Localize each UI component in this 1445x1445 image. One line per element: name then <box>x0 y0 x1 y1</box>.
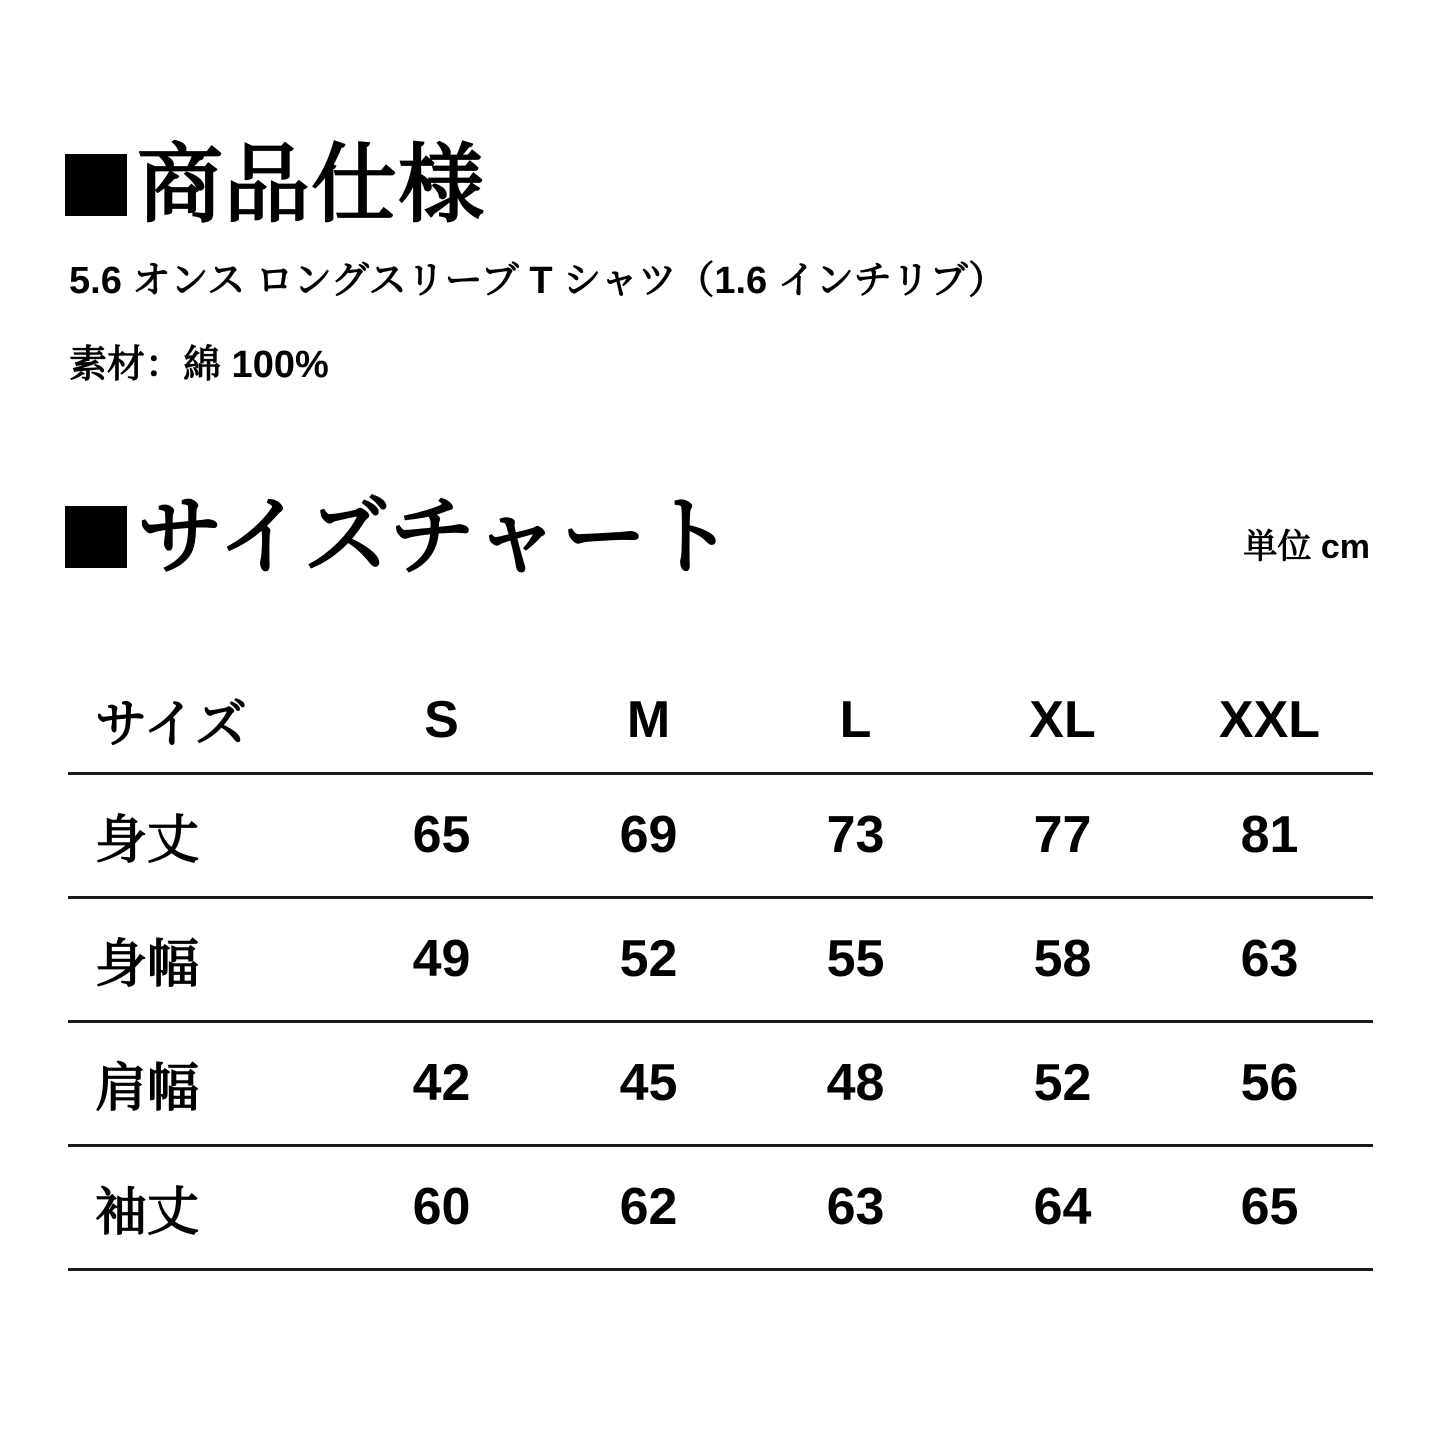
row-label: 身幅 <box>95 935 200 994</box>
value-cell: 73 <box>826 806 885 864</box>
value-cell: 52 <box>619 930 678 988</box>
header-cell-size: サイズ <box>95 696 247 755</box>
table-row-body-width <box>68 897 1373 1021</box>
table-row-shoulder-width <box>68 1021 1373 1145</box>
value-cell: 55 <box>826 930 885 988</box>
material-info: 素材：綿 100% <box>69 344 329 386</box>
value-cell: 52 <box>1033 1054 1092 1112</box>
value-cell: 56 <box>1240 1054 1299 1112</box>
product-name: 5.6 オンス ロングスリーブ T シャツ（1.6 インチリブ） <box>69 260 1007 302</box>
value-cell: 58 <box>1033 930 1092 988</box>
header-cell-xl: XL <box>1029 690 1096 749</box>
value-cell: 65 <box>1240 1178 1299 1236</box>
table-row-sleeve-length <box>68 1145 1373 1269</box>
table-row-body-length <box>68 773 1373 897</box>
unit-label: 単位 cm <box>1243 528 1370 566</box>
row-label: 袖丈 <box>95 1183 200 1242</box>
size-chart-table <box>68 668 1373 1271</box>
table-header-row <box>68 668 1373 773</box>
size-chart-heading-label: サイズチャート <box>137 489 735 585</box>
black-square-bullet-icon <box>65 506 127 568</box>
value-cell: 63 <box>826 1178 885 1236</box>
value-cell: 65 <box>412 806 471 864</box>
value-cell: 42 <box>412 1054 471 1112</box>
header-cell-l: L <box>839 690 872 749</box>
value-cell: 49 <box>412 930 471 988</box>
value-cell: 62 <box>619 1178 678 1236</box>
product-spec-heading-label: 商品仕様 <box>137 137 485 233</box>
value-cell: 64 <box>1033 1178 1092 1236</box>
size-chart-table-container <box>68 668 1373 1271</box>
value-cell: 63 <box>1240 930 1299 988</box>
value-cell: 69 <box>619 806 678 864</box>
row-label: 肩幅 <box>95 1059 200 1118</box>
value-cell: 45 <box>619 1054 678 1112</box>
value-cell: 81 <box>1240 806 1299 864</box>
product-spec-heading <box>65 137 485 233</box>
row-label: 身丈 <box>95 811 200 870</box>
header-cell-m: M <box>626 690 671 749</box>
value-cell: 77 <box>1033 806 1092 864</box>
header-cell-xxl: XXL <box>1218 690 1321 749</box>
value-cell: 48 <box>826 1054 885 1112</box>
value-cell: 60 <box>412 1178 471 1236</box>
header-cell-s: S <box>424 690 459 749</box>
size-chart-heading <box>65 489 735 585</box>
black-square-bullet-icon <box>65 154 127 216</box>
